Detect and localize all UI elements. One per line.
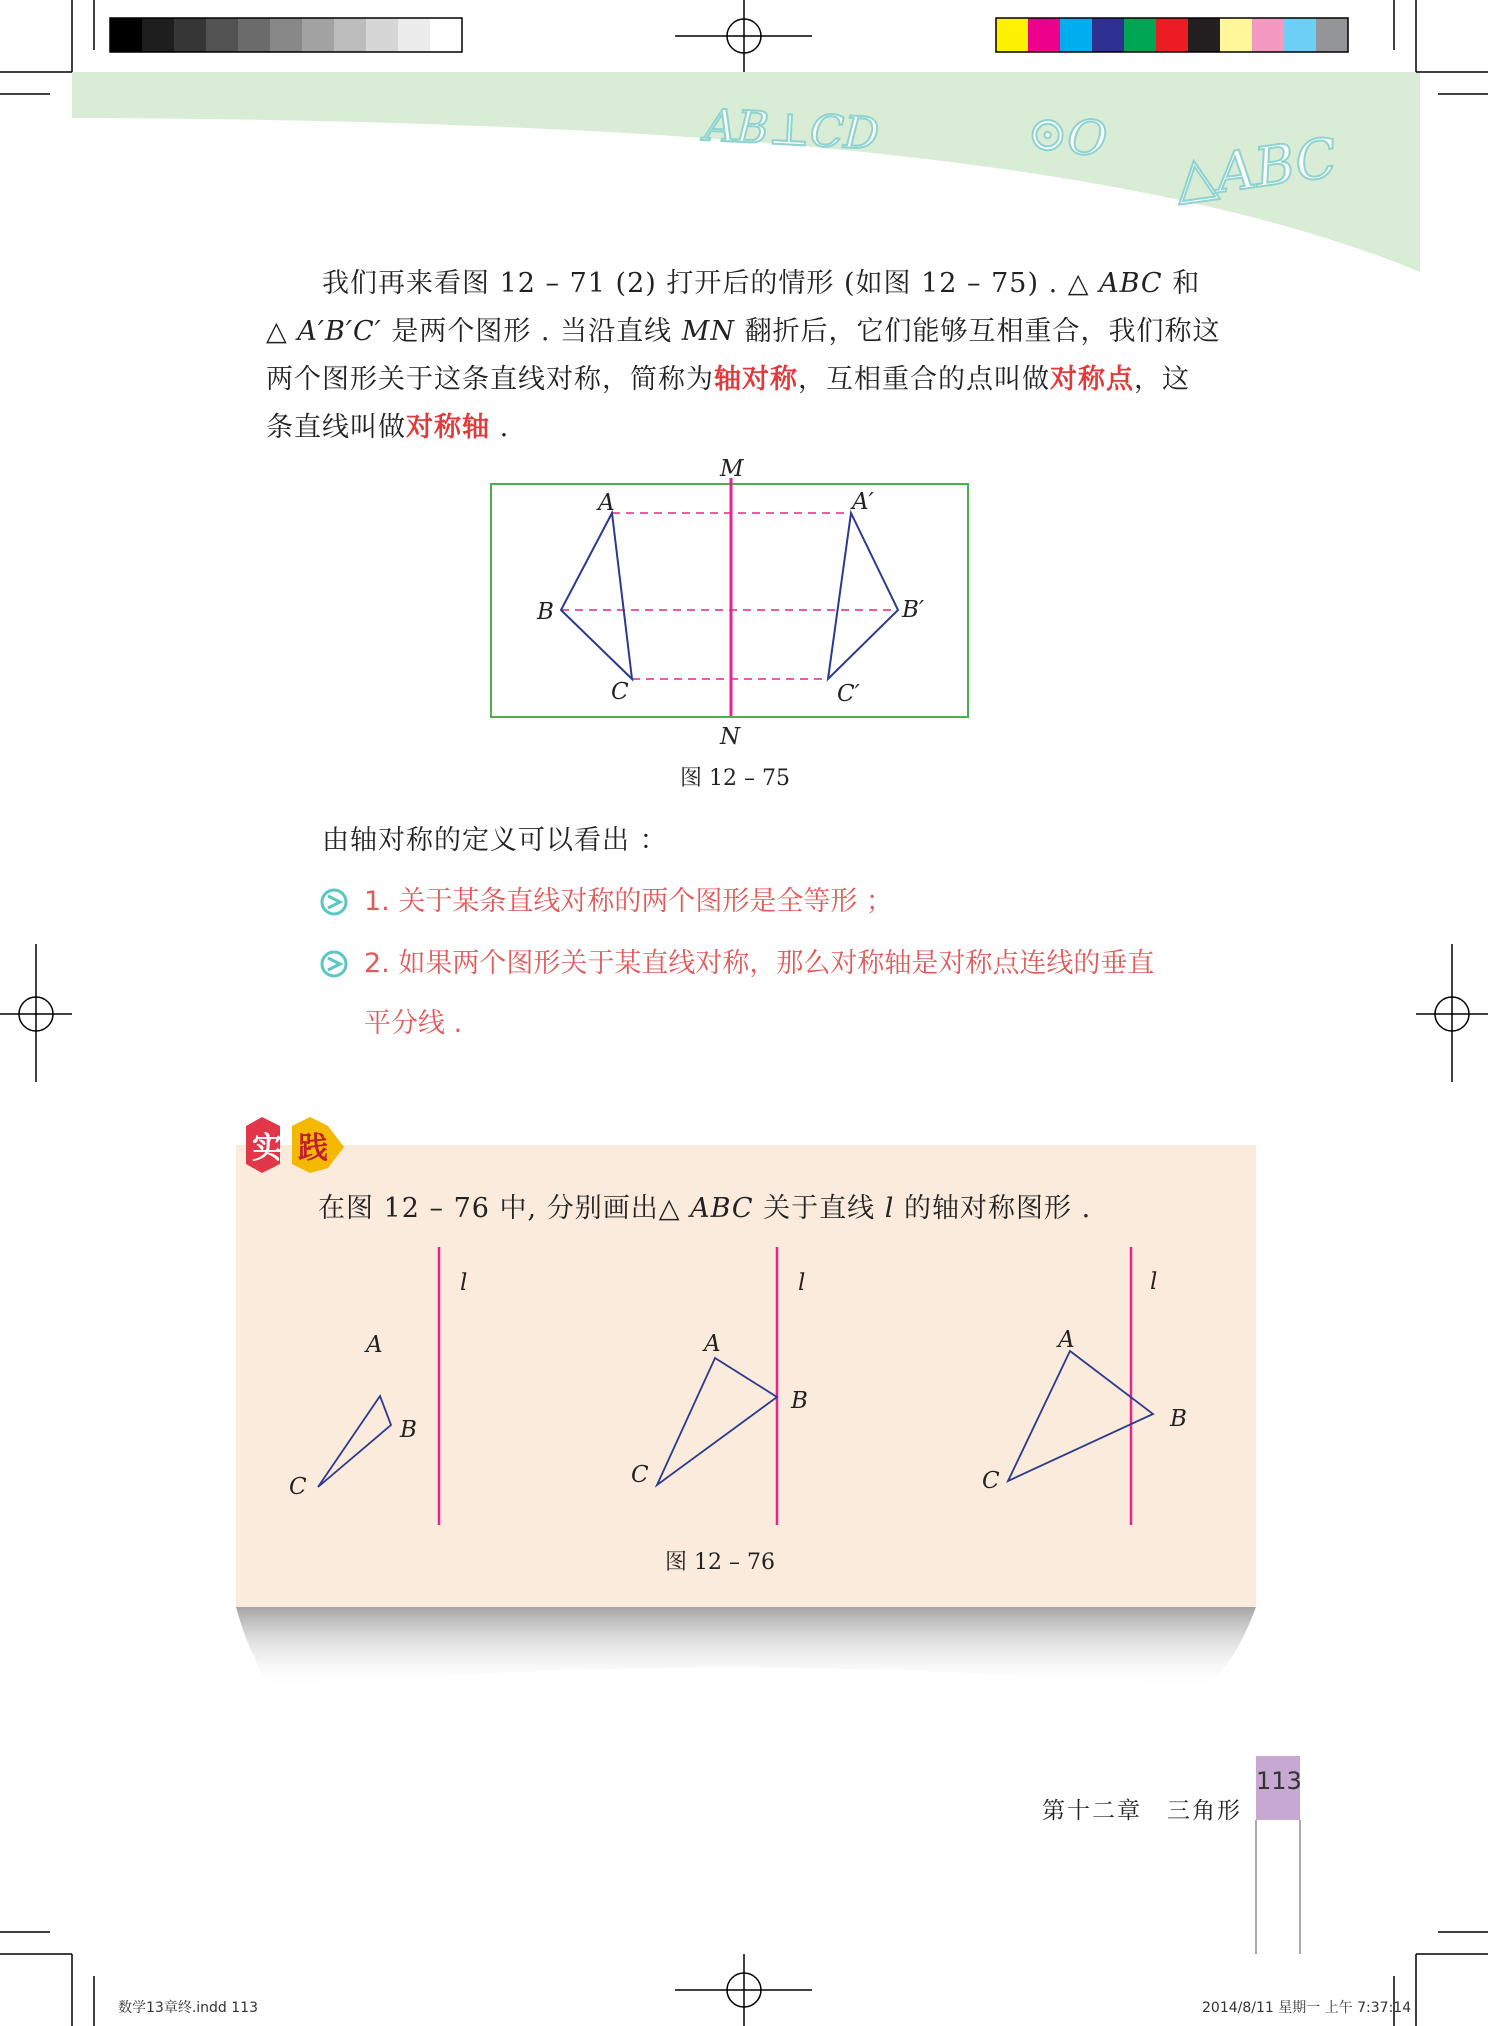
- term-axis-symmetry: 轴对称: [714, 364, 798, 395]
- intro-line-3: 两个图形关于这条直线对称，简称为轴对称，互相重合的点叫做对称点，这: [266, 364, 1190, 395]
- badge-jian: 践: [298, 1131, 328, 1166]
- page-number: 113: [1256, 1756, 1300, 1820]
- triangle-2: [657, 1358, 777, 1485]
- label-a-prime: A′: [852, 489, 874, 515]
- label-c-2: C: [631, 1462, 649, 1488]
- label-c-prime: C′: [837, 681, 860, 707]
- page-edge-lines: [1256, 1820, 1300, 1954]
- file-info: 数学13章终.indd 113: [118, 2000, 258, 2016]
- definition-lead: 由轴对称的定义可以看出 ：: [322, 825, 668, 856]
- label-a: A: [598, 490, 615, 516]
- label-b-2: B: [791, 1388, 808, 1414]
- triangle-1: [318, 1396, 391, 1487]
- label-c-3: C: [982, 1468, 1000, 1494]
- property-2-line-2: 平分线 .: [364, 1008, 463, 1039]
- label-c: C: [611, 679, 629, 705]
- decor-circle-o: ⊙O: [1024, 104, 1110, 169]
- label-l-3: l: [1150, 1269, 1158, 1295]
- label-b: B: [537, 599, 554, 625]
- intro-line-4: 条直线叫做对称轴 .: [266, 412, 510, 443]
- badge-shi: 实: [252, 1131, 282, 1166]
- term-symmetric-point: 对称点: [1050, 364, 1134, 395]
- label-b-1: B: [400, 1417, 417, 1443]
- label-n: N: [720, 724, 741, 750]
- label-l-1: l: [460, 1270, 468, 1296]
- property-2-line-1: 2. 如果两个图形关于某直线对称，那么对称轴是对称点连线的垂直: [364, 948, 1155, 979]
- label-a-3: A: [1058, 1327, 1075, 1353]
- figure-12-76-caption: 图 12 – 76: [665, 1550, 775, 1575]
- term-axis: 对称轴: [406, 412, 490, 443]
- property-1: 1. 关于某条直线对称的两个图形是全等形 ；: [364, 886, 893, 917]
- practice-question: 在图 12 – 76 中, 分别画出△ ABC 关于直线 l 的轴对称图形 .: [318, 1193, 1092, 1224]
- label-l-2: l: [798, 1270, 806, 1296]
- label-b-prime: B′: [902, 597, 925, 623]
- label-a-1: A: [366, 1332, 383, 1358]
- label-a-2: A: [704, 1331, 721, 1357]
- intro-line-1: 我们再来看图 12 – 71 (2) 打开后的情形 (如图 12 – 75) . △ ABC 和: [322, 268, 1201, 299]
- print-timestamp: 2014/8/11 星期一 上午 7:37:14: [1202, 2000, 1412, 2016]
- decor-ab-perp-cd: AB⊥CD: [703, 100, 881, 161]
- intro-line-2: △ A′B′C′ 是两个图形 . 当沿直线 MN 翻折后，它们能够互相重合，我们称这: [266, 316, 1221, 347]
- figure-12-75-caption: 图 12 – 75: [680, 766, 790, 791]
- chapter-title: 第十二章 三角形: [1042, 1798, 1242, 1824]
- label-m: M: [720, 456, 744, 482]
- label-b-3: B: [1170, 1406, 1187, 1432]
- decor-triangle-abc: △ABC: [1171, 125, 1341, 211]
- label-c-1: C: [289, 1474, 307, 1500]
